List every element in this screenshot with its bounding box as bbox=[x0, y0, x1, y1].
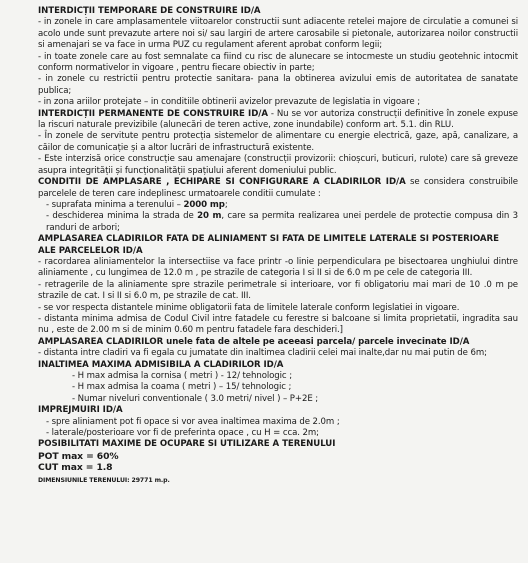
heading-land-use: POSIBILITATI MAXIME DE OCUPARE SI UTILIZARE A TERENULUI bbox=[38, 439, 336, 450]
heading-permanent-bans: INTERDICȚII PERMANENTE DE CONSTRUIRE ID/A bbox=[38, 108, 268, 119]
heading-alignment: AMPLASAREA CLADIRILOR FATA DE ALINIAMENT SI FATA DE LIMITELE LATERALE SI POSTERIOARE ALE PARCELELOR ID/A bbox=[38, 234, 499, 256]
paragraph-text: - Nu se vor autoriza construcții definitive în zonele expuse la riscuri naturale previzibile (alunecări de teren active, zone inundabile) conform art. 5.1. din RLU. bbox=[38, 108, 518, 131]
text: ; bbox=[224, 199, 228, 210]
bold-value: 2000 mp bbox=[183, 199, 225, 210]
paragraph bbox=[38, 200, 518, 211]
heading-max-height: INALTIMEA MAXIMA ADMISIBILA A CLADIRILOR ID/A bbox=[38, 359, 284, 370]
land-dimensions: DIMENSIUNILE TERENULUI: 29771 m.p. bbox=[38, 476, 170, 484]
heading-placement-conditions: CONDITII DE AMPLASARE , ECHIPARE SI CONFIGURARE A CLADIRILOR ID/A bbox=[38, 177, 406, 188]
list-item: - spre aliniament pot fi opace si vor avea inaltimea maxima de 2.0m ; bbox=[46, 416, 340, 427]
list-item: - Numar niveluri conventionale ( 3.0 metri/ nivel ) – P+2E ; bbox=[72, 393, 319, 404]
heading-temporary-bans: INTERDICȚII TEMPORARE DE CONSTRUIRE ID/A bbox=[38, 6, 261, 16]
list-item: - laterale/posterioare vor fi de preferinta opace , cu H = cca. 2m; bbox=[46, 428, 319, 439]
paragraph: - se vor respecta distantele minime obligatorii fata de limitele laterale conform legislatiei in vigoare. bbox=[38, 302, 460, 313]
pot-value: POT max = 60% bbox=[38, 450, 119, 462]
paragraph-text: se considera construibile parcelele de teren care indeplinesc urmatoarele conditii cumulate : bbox=[38, 177, 518, 199]
paragraph: - distanta minima admisa de Codul Civil intre fatadele cu ferestre si balcoane si limita proprietatii, ingradita sau nu , este de 2.00 m si de minim 0.60 m pentru fatadele fara deschideri.] bbox=[38, 313, 518, 336]
paragraph: - distanta intre cladiri va fi egala cu jumatate din inaltimea cladirii celei mai inalte,dar nu mai putin de 6m; bbox=[38, 348, 487, 359]
heading-fences: IMPREJMUIRI ID/A bbox=[38, 405, 123, 416]
text: - deschiderea minima la strada de bbox=[46, 211, 198, 222]
paragraph: - Este interzisă orice construcție sau amenajare (construcții provizorii: chioșcuri, buticuri, rulote) care să greveze asupra integrității și funcționalității spațiului aferent domeniului public. bbox=[38, 154, 518, 176]
paragraph-permanent-bans bbox=[38, 109, 518, 132]
paragraph: - in zonele cu restrictii pentru protectie sanitara- pana la obtinerea avizului emis de autoritatea de sanatate publica; bbox=[38, 74, 518, 96]
paragraph bbox=[38, 211, 518, 234]
paragraph: - În zonele de servitute pentru protecția sistemelor de alimentare cu energie electrică, gaze, apă, canalizare, a căilor de comunicație și a altor lucrări de infrastructură existente. bbox=[38, 131, 518, 153]
heading-building-spacing: AMPLASAREA CLADIRILOR unele fata de altele pe aceeasi parcela/ parcele invecinate ID/A bbox=[38, 336, 470, 347]
text: - suprafata minima a terenului – bbox=[46, 199, 184, 210]
paragraph: - in zonele in care amplasamentele viitoarelor constructii sunt adiacente retelei majore de circulatie a comunei si acolo unde sunt prevazute artere noi si/ sau largiri de artere carosabile si pietonale, autorizarea noilor constructii si amenajari se va face in urma PUZ cu regulament aferent aprobat conform legii; bbox=[38, 17, 518, 51]
bold-value: 20 m bbox=[197, 211, 222, 222]
paragraph: - in zona ariilor protejate – in conditiile obtinerii avizelor prevazute de legislatia in vigoare ; bbox=[38, 97, 421, 108]
paragraph: - racordarea aliniamentelor la intersectiise va face printr -o linie perpendiculara pe bisectoarea unghiului dintre aliniamente , cu lungimea de 12.0 m , pe strazile de categoria I si II si de 6.0 m pe cele de categoria III. bbox=[38, 256, 518, 279]
text: , care sa permita realizarea unei perdele de protectie compusa din 3 randuri de arbori; bbox=[46, 211, 518, 233]
paragraph-placement-conditions bbox=[38, 177, 518, 200]
paragraph: - in toate zonele care au fost semnalate ca fiind cu risc de alunecare se intocmeste un studiu geotehnic intocmit conform normativelor in vigoare , pentru fiecare obiectiv in parte; bbox=[38, 51, 518, 74]
list-item: - H max admisa la coama ( metri ) – 15/ tehnologic ; bbox=[72, 382, 292, 393]
paragraph: - retragerile de la aliniamente spre strazile perimetrale si interioare, vor fi obligatoriu mai mari de 10 .0 m pe strazile de cat. I si II si 6.0 m, pe strazile de cat. III. bbox=[38, 279, 518, 302]
list-item: - H max admisa la cornisa ( metri ) - 12/ tehnologic ; bbox=[72, 371, 292, 381]
cut-value: CUT max = 1.8 bbox=[38, 462, 113, 474]
